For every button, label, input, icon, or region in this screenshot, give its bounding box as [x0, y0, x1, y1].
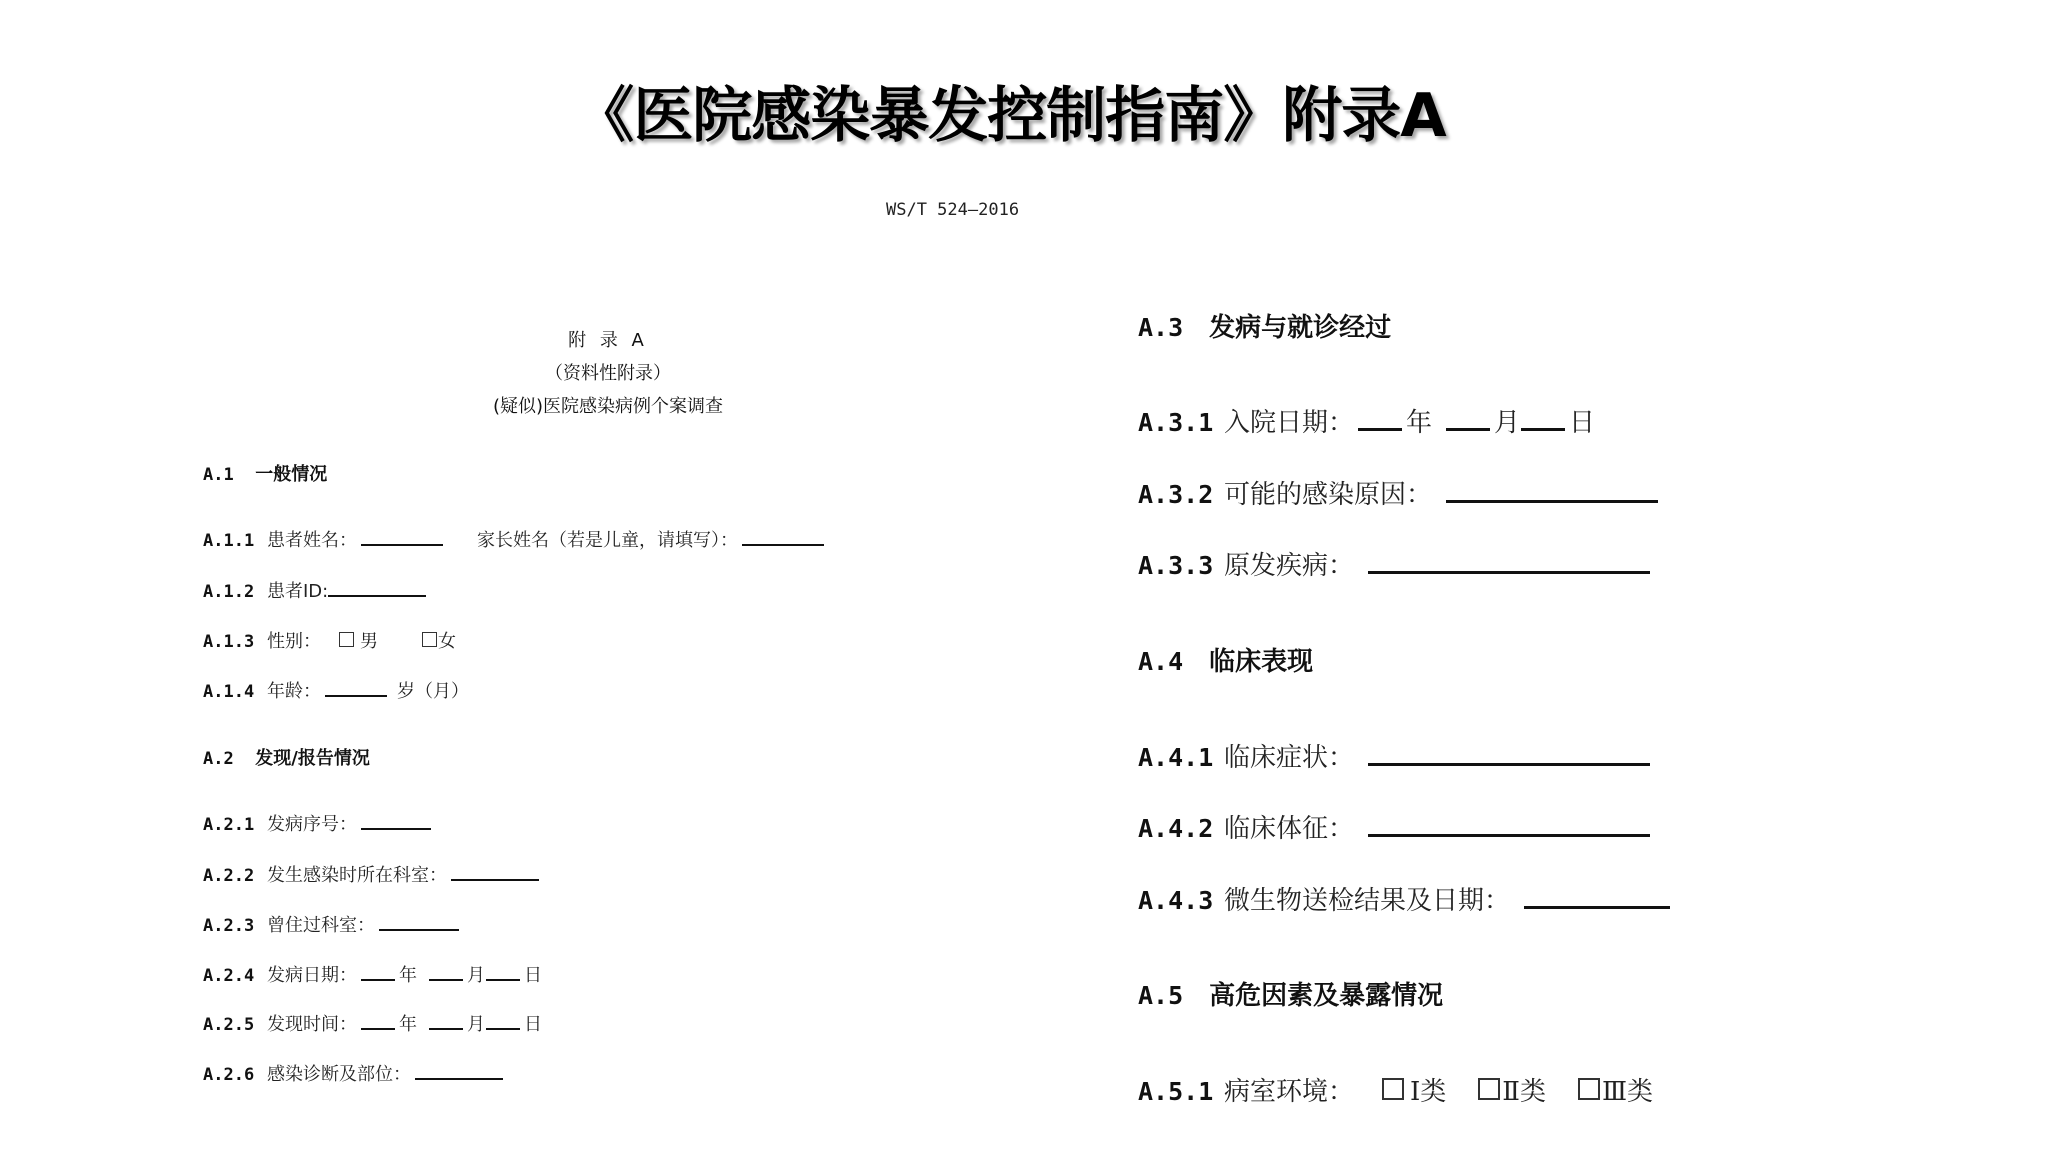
month-label: 月 — [1494, 408, 1521, 438]
item-number: A.4.2 — [1138, 814, 1214, 843]
symptoms-field[interactable] — [1368, 737, 1650, 766]
item-number: A.4.1 — [1138, 743, 1214, 772]
year-label: 年 — [1406, 408, 1433, 438]
parent-name-field[interactable] — [742, 526, 824, 546]
item-a1-3 — [203, 627, 456, 653]
microbiology-field[interactable] — [1524, 880, 1670, 909]
item-a5-1 — [1138, 1071, 1653, 1108]
appendix-subtitle: (疑似)医院感染病例个案调查 — [492, 396, 724, 417]
field-label-possible-cause: 可能的感染原因： — [1224, 480, 1433, 510]
item-number: A.1.4 — [203, 682, 255, 702]
field-label-infection-department: 发生感染时所在科室： — [267, 865, 447, 886]
diagnosis-site-field[interactable] — [415, 1060, 503, 1080]
field-label-microbiology: 微生物送检结果及日期： — [1224, 886, 1511, 916]
item-number: A.3.3 — [1138, 551, 1214, 580]
section-title: 临床表现 — [1209, 647, 1314, 677]
item-number: A.2.1 — [203, 815, 255, 835]
item-a2-3 — [203, 911, 463, 937]
standard-code: WS/T 524—2016 — [886, 200, 1020, 220]
patient-name-field[interactable] — [361, 526, 443, 546]
field-label-admission-date: 入院日期： — [1224, 408, 1355, 438]
field-label-age: 年龄： — [267, 681, 321, 702]
infection-department-field[interactable] — [451, 861, 539, 881]
item-a1-1 — [203, 526, 828, 552]
item-number: A.3.2 — [1138, 480, 1214, 509]
section-number: A.3 — [1138, 313, 1184, 342]
item-number: A.1.3 — [203, 632, 255, 652]
day-label: 日 — [524, 965, 542, 986]
item-a2-2 — [203, 861, 543, 887]
item-a1-2 — [203, 577, 430, 603]
section-title: 高危因素及暴露情况 — [1209, 981, 1444, 1011]
section-number: A.1 — [203, 465, 234, 485]
section-number: A.4 — [1138, 647, 1184, 676]
item-a3-3 — [1138, 545, 1654, 582]
month-label: 月 — [467, 965, 485, 986]
ward-class2-label: Ⅱ类 — [1502, 1077, 1546, 1107]
ward-class1-checkbox[interactable] — [1382, 1078, 1404, 1100]
year-label: 年 — [399, 965, 417, 986]
field-label-parent-name: 家长姓名（若是儿童，请填写）： — [477, 530, 738, 551]
field-label-patient-id: 患者ID: — [267, 581, 329, 602]
onset-day-field[interactable] — [486, 961, 520, 981]
item-a2-6 — [203, 1060, 507, 1086]
item-number: A.1.2 — [203, 582, 255, 602]
day-label: 日 — [1569, 408, 1596, 438]
page-title: 《医院感染暴发控制指南》附录A — [574, 81, 1446, 151]
onset-year-field[interactable] — [361, 961, 395, 981]
admission-day-field[interactable] — [1521, 402, 1565, 431]
field-label-symptoms: 临床症状： — [1224, 743, 1355, 773]
section-a3-heading — [1138, 307, 1391, 344]
field-label-gender: 性别： — [267, 631, 321, 652]
item-number: A.2.5 — [203, 1015, 255, 1035]
appendix-heading: 附 录 A — [568, 330, 648, 351]
age-field[interactable] — [325, 677, 387, 697]
ward-class3-checkbox[interactable] — [1578, 1078, 1600, 1100]
discovery-year-field[interactable] — [361, 1010, 395, 1030]
field-label-signs: 临床体征： — [1224, 814, 1355, 844]
ward-class1-label: Ⅰ类 — [1410, 1077, 1447, 1107]
day-label: 日 — [524, 1014, 542, 1035]
possible-cause-field[interactable] — [1446, 474, 1658, 503]
item-number: A.2.3 — [203, 916, 255, 936]
item-a4-1 — [1138, 737, 1654, 774]
section-title: 发现/报告情况 — [255, 748, 370, 769]
admission-month-field[interactable] — [1446, 402, 1490, 431]
patient-id-field[interactable] — [328, 577, 426, 597]
section-title: 发病与就诊经过 — [1209, 313, 1392, 343]
item-number: A.4.3 — [1138, 886, 1214, 915]
ward-class3-label: Ⅲ类 — [1601, 1077, 1654, 1107]
section-a2-heading — [203, 744, 370, 770]
field-label-primary-disease: 原发疾病： — [1224, 551, 1355, 581]
item-number: A.5.1 — [1138, 1077, 1214, 1106]
section-title: 一般情况 — [255, 464, 328, 485]
onset-month-field[interactable] — [429, 961, 463, 981]
gender-female-label: 女 — [438, 631, 456, 652]
item-a1-4 — [203, 677, 469, 703]
item-number: A.1.1 — [203, 531, 255, 551]
ward-class2-checkbox[interactable] — [1478, 1078, 1500, 1100]
signs-field[interactable] — [1368, 808, 1650, 837]
appendix-type: （资料性附录） — [545, 363, 671, 384]
item-number: A.3.1 — [1138, 408, 1214, 437]
item-a2-4 — [203, 961, 542, 987]
discovery-month-field[interactable] — [429, 1010, 463, 1030]
field-label-previous-departments: 曾住过科室： — [267, 915, 375, 936]
section-a1-heading — [203, 460, 327, 486]
gender-male-checkbox[interactable] — [339, 632, 354, 647]
section-number: A.5 — [1138, 981, 1184, 1010]
section-a5-heading — [1138, 975, 1443, 1012]
field-label-case-number: 发病序号： — [267, 814, 357, 835]
item-a3-1 — [1138, 402, 1595, 439]
item-number: A.2.6 — [203, 1065, 255, 1085]
month-label: 月 — [467, 1014, 485, 1035]
discovery-day-field[interactable] — [486, 1010, 520, 1030]
item-a2-5 — [203, 1010, 542, 1036]
case-number-field[interactable] — [361, 810, 431, 830]
field-label-ward-environment: 病室环境： — [1224, 1077, 1355, 1107]
section-number: A.2 — [203, 749, 234, 769]
item-a3-2 — [1138, 474, 1662, 511]
item-a2-1 — [203, 810, 435, 836]
item-number: A.2.4 — [203, 966, 255, 986]
field-label-onset-date: 发病日期： — [267, 965, 357, 986]
section-a4-heading — [1138, 641, 1313, 678]
primary-disease-field[interactable] — [1368, 545, 1650, 574]
gender-female-checkbox[interactable] — [422, 632, 437, 647]
admission-year-field[interactable] — [1358, 402, 1402, 431]
age-unit-label: 岁（月） — [397, 681, 469, 702]
field-label-discovery-date: 发现时间： — [267, 1014, 357, 1035]
field-label-patient-name: 患者姓名： — [267, 530, 357, 551]
item-a4-2 — [1138, 808, 1654, 845]
field-label-diagnosis-site: 感染诊断及部位： — [267, 1064, 411, 1085]
previous-departments-field[interactable] — [379, 911, 459, 931]
year-label: 年 — [399, 1014, 417, 1035]
item-a4-3 — [1138, 880, 1674, 917]
gender-male-label: 男 — [360, 631, 378, 652]
item-number: A.2.2 — [203, 866, 255, 886]
